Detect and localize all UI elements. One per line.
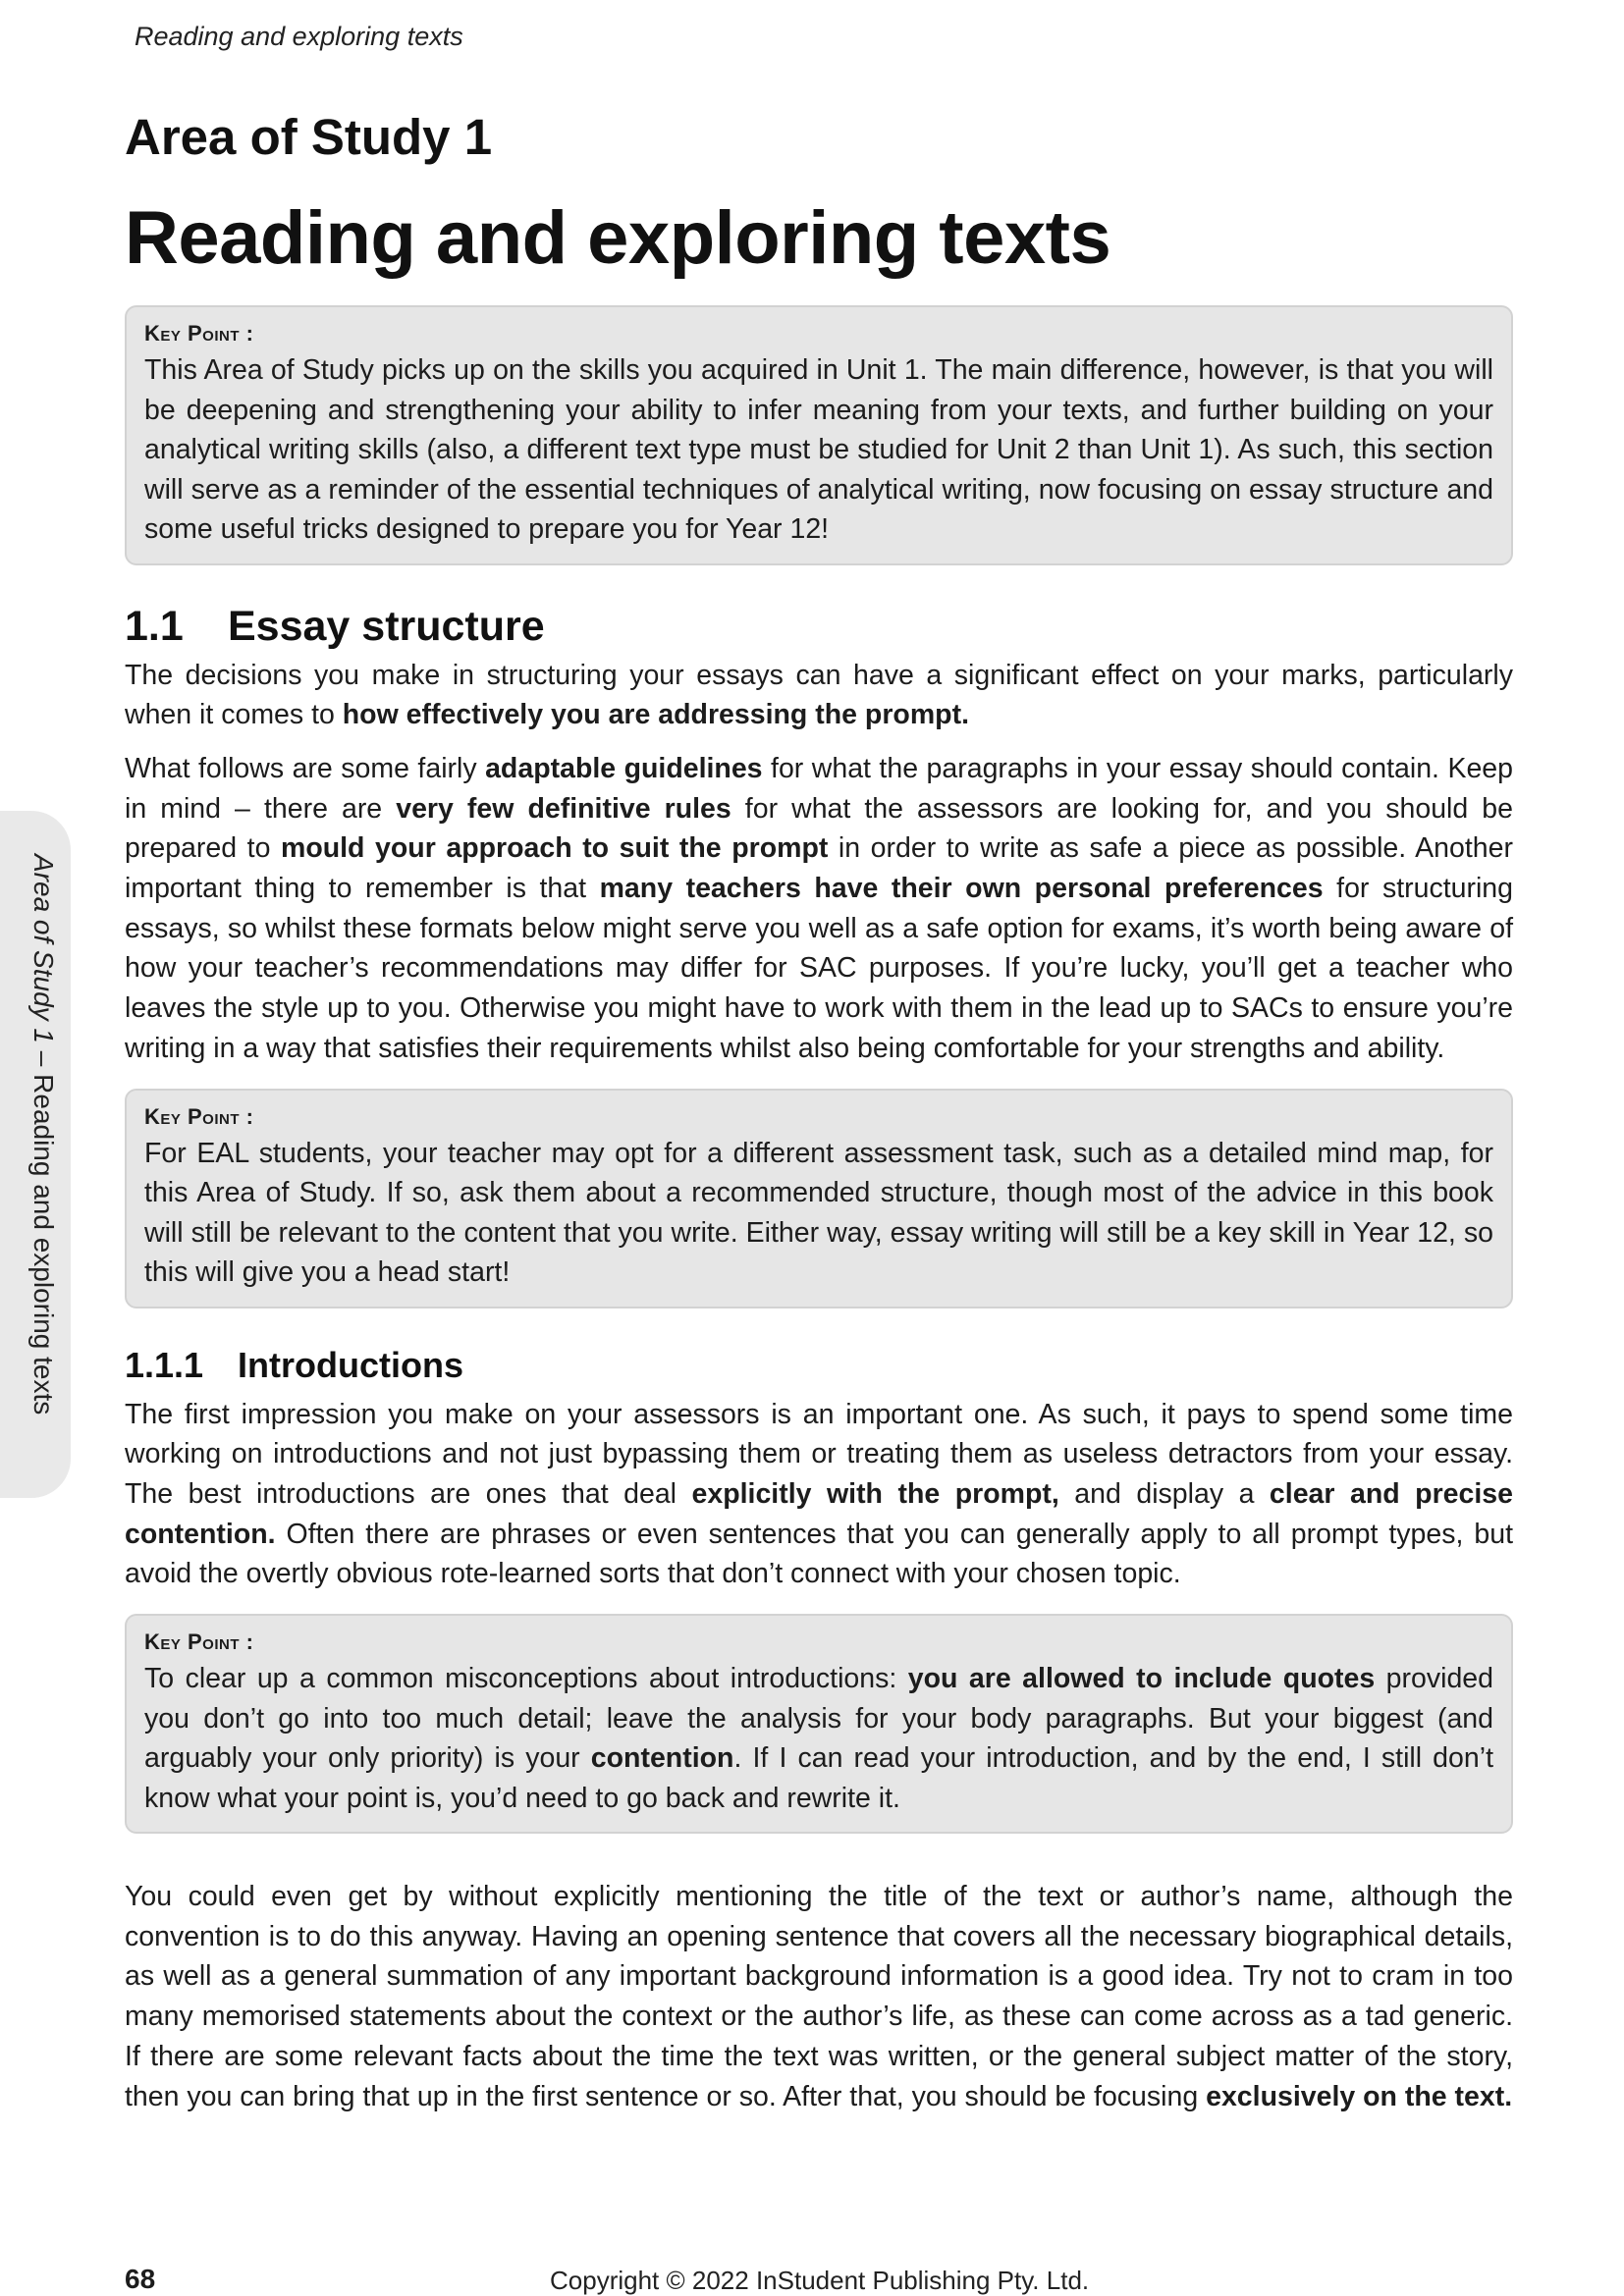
key-point-label: Key Point : xyxy=(144,1103,254,1129)
page-title: Reading and exploring texts xyxy=(125,196,1111,280)
side-tab-label xyxy=(12,854,59,1463)
text-run: To clear up a common misconceptions about introductions: xyxy=(144,1663,908,1695)
page-content xyxy=(125,106,1513,2116)
running-header: Reading and exploring texts xyxy=(135,22,463,51)
subsection-title: Introductions xyxy=(238,1344,463,1385)
bold-text: you are allowed to include quotes xyxy=(907,1663,1376,1695)
key-point-label: Key Point : xyxy=(144,321,254,346)
text-run: The first impression you make on your assessors is an important one. As such, it pays to spend some time working on introductions and not just bypassing them or treating them as useless detractors from your essay. The best introductions are ones that deal xyxy=(125,1398,1513,1510)
bold-text: very few definitive rules xyxy=(396,792,731,825)
text-run: and display a xyxy=(1058,1477,1270,1510)
text-run: for structuring essays, so whilst these formats below might serve you well as a safe option for exams, it’s worth being aware of how your teacher’s recommendations may differ for SAC purposes. If you’re lucky, you’ll get a teacher who leaves the style up to you. Otherwise you might have to work with them in the lead up to SACs to ensure you’re writing in a way that satisfies their requirements whilst also being comfortable for your strengths and ability. xyxy=(125,873,1513,1064)
text-run: Often there are phrases or even sentences that you can generally apply to all prompt types, but avoid the overtly obvious rote-learned sorts that don’t connect with your chosen topic. xyxy=(125,1518,1513,1590)
key-point-text: This Area of Study picks up on the skills you acquired in Unit 1. The main difference, however, is that you will be deepening and strengthening your ability to infer meaning from your texts, and further building on your analytical writing skills (also, a different text type must be studied for Unit 2 than Unit 1). As such, this section will serve as a reminder of the essential techniques of analytical writing, now focusing on essay structure and some useful tricks designed to prepare you for Year 12! xyxy=(144,354,1493,545)
section-heading xyxy=(125,599,1513,654)
section-number: 1.1 xyxy=(125,602,184,650)
area-heading: Area of Study 1 xyxy=(125,109,493,165)
key-point-text: For EAL students, your teacher may opt for a different assessment task, such as a detailed mind map, for this Area of Study. If so, ask them about a recommended structure, though most of the advice in this book will still be relevant to the content that you write. Either way, essay writing will still be a key skill in Year 12, so this will give you a head start! xyxy=(144,1137,1493,1289)
text-run: for what the assessors are looking for, and you should be prepared to xyxy=(125,792,1513,865)
paragraph xyxy=(125,656,1513,735)
text-run: for what the paragraphs in your essay should contain. Keep in mind – there are xyxy=(125,752,1514,825)
key-point-text xyxy=(144,1659,1493,1818)
copyright-notice: Copyright © 2022 InStudent Publishing Pty. Ltd. xyxy=(550,2266,1090,2295)
text-run: The decisions you make in structuring your essays can have a significant effect on your marks, particularly when it comes to xyxy=(125,659,1513,731)
bold-text: many teachers have their own personal preferences xyxy=(599,873,1324,905)
bold-text: contention xyxy=(590,1742,734,1775)
text-run: . If I can read your introduction, and by the end, I still don’t know what your point is, you’d need to go back and rewrite it. xyxy=(144,1742,1493,1814)
page-number: 68 xyxy=(125,2264,156,2294)
bold-text: adaptable guidelines xyxy=(485,752,763,784)
text-run: in order to write as safe a piece as possible. Another important thing to remember is that xyxy=(125,832,1513,905)
bold-text: explicitly with the prompt, xyxy=(691,1477,1059,1510)
key-point-label: Key Point : xyxy=(144,1629,254,1655)
bold-text: how effectively you are addressing the prompt. xyxy=(342,699,969,731)
subsection-number: 1.1.1 xyxy=(125,1344,204,1385)
bold-text: mould your approach to suit the prompt xyxy=(280,832,829,865)
key-point-box xyxy=(125,1614,1513,1834)
key-point-box xyxy=(125,1089,1513,1308)
section-title: Essay structure xyxy=(228,602,545,650)
subsection-heading xyxy=(125,1342,1513,1389)
bold-text: clear and precise contention. xyxy=(125,1477,1513,1550)
paragraph xyxy=(125,1395,1513,1595)
text-run: provided you don’t go into too much detail; leave the analysis for your body paragraphs. But your biggest (and arguably your only priority) is your xyxy=(144,1663,1494,1775)
text-run: What follows are some fairly xyxy=(125,752,486,784)
key-point-box xyxy=(125,305,1513,565)
paragraph xyxy=(125,749,1513,1069)
text-run: You could even get by without explicitly mentioning the title of the text or author’s name, although the convention is to do this anyway. Having an opening sentence that covers all the necessary biographical details, as well as a general summation of any important background information is a good idea. Try not to cram in too many memorised statements about the context or the author’s life, as these can come across as a tad generic. If there are some relevant facts about the time the text was written, or the general subject matter of the story, then you can bring that up in the first sentence or so. After that, you should be focusing xyxy=(125,1881,1513,2112)
side-tab-area: Area of Study 1 xyxy=(28,854,59,1044)
paragraph xyxy=(125,1877,1513,2116)
bold-text: exclusively on the text. xyxy=(1206,2080,1513,2112)
side-tab-topic: – Reading and exploring texts xyxy=(28,1043,59,1415)
